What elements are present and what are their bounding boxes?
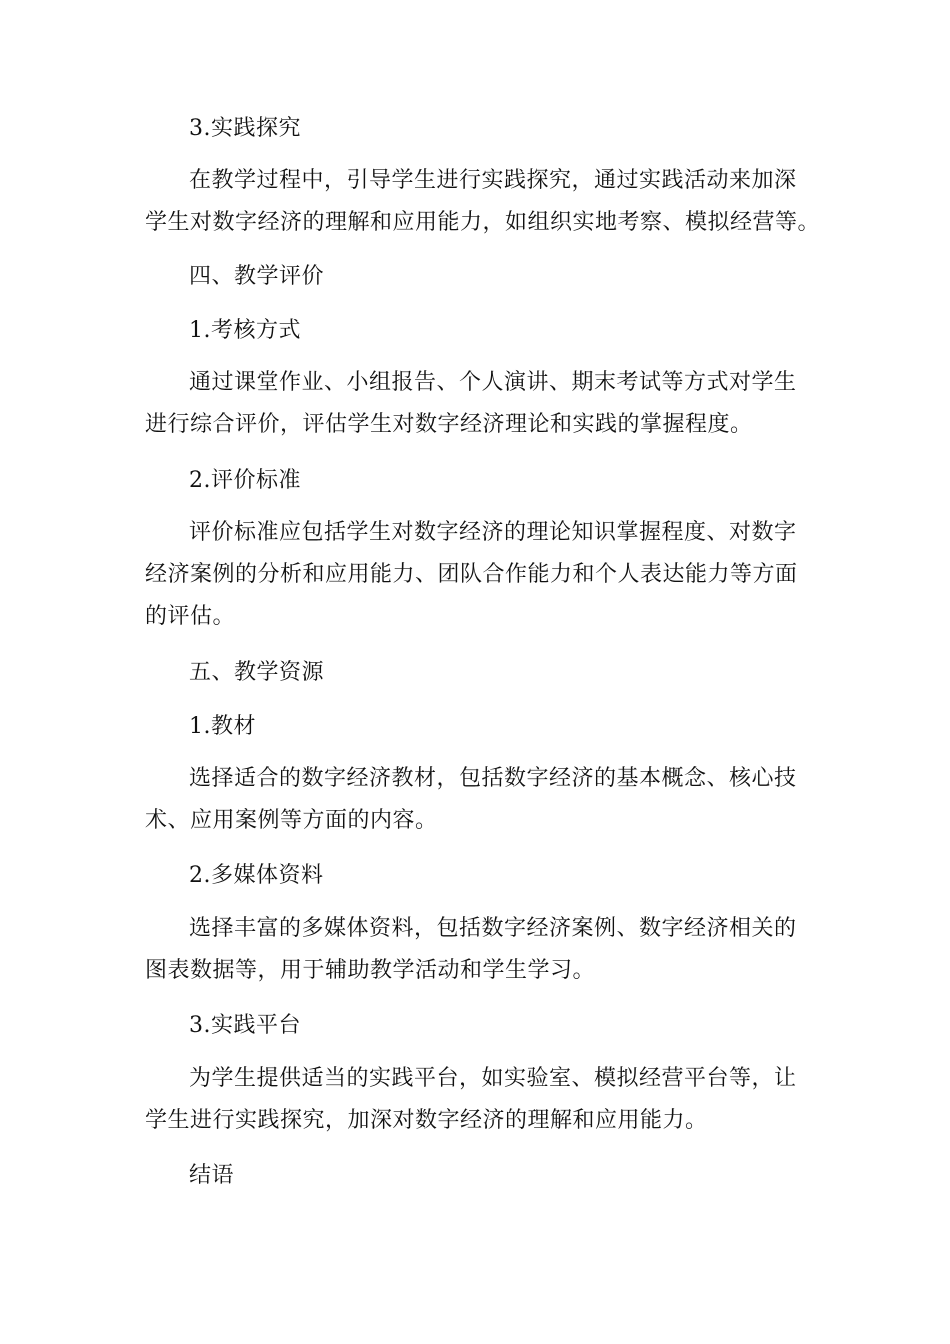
- paragraph: [145, 512, 810, 638]
- paragraph-line: 的评估。: [145, 604, 236, 629]
- paragraph-line: 术、应用案例等方面的内容。: [145, 808, 438, 833]
- paragraph-line: 为学生提供适当的实践平台，如实验室、模拟经营平台等，让: [189, 1066, 797, 1091]
- heading-line: 1.教材: [189, 714, 256, 739]
- section-heading: [145, 460, 810, 502]
- paragraph-line: 通过课堂作业、小组报告、个人演讲、期末考试等方式对学生: [189, 370, 797, 395]
- paragraph-line: 学生对数字经济的理解和应用能力，如组织实地考察、模拟经营等。: [145, 210, 821, 235]
- paragraph: [145, 160, 821, 244]
- paragraph: [145, 1058, 810, 1142]
- section-heading: [145, 1005, 810, 1047]
- paragraph-line: 选择适合的数字经济教材，包括数字经济的基本概念、核心技: [189, 766, 797, 791]
- heading-line: 结语: [189, 1163, 235, 1188]
- section-heading: [145, 310, 810, 352]
- heading-line: 2.多媒体资料: [189, 863, 324, 888]
- section-heading: [145, 256, 810, 298]
- section-heading: [145, 706, 810, 748]
- paragraph-line: 图表数据等，用于辅助教学活动和学生学习。: [145, 958, 596, 983]
- heading-line: 3.实践探究: [189, 116, 301, 141]
- section-heading: [145, 1155, 810, 1197]
- section-heading: [145, 855, 810, 897]
- paragraph-line: 学生进行实践探究，加深对数字经济的理解和应用能力。: [145, 1108, 708, 1133]
- paragraph: [145, 362, 810, 446]
- section-heading: [145, 652, 810, 694]
- paragraph-line: 在教学过程中，引导学生进行实践探究，通过实践活动来加深: [189, 168, 797, 193]
- heading-line: 3.实践平台: [189, 1013, 301, 1038]
- heading-line: 1.考核方式: [189, 318, 301, 343]
- paragraph-line: 评价标准应包括学生对数字经济的理论知识掌握程度、对数字: [189, 520, 797, 545]
- heading-line: 四、教学评价: [189, 264, 325, 289]
- paragraph-line: 经济案例的分析和应用能力、团队合作能力和个人表达能力等方面: [145, 562, 798, 587]
- heading-line: 2.评价标准: [189, 468, 301, 493]
- paragraph-line: 进行综合评价，评估学生对数字经济理论和实践的掌握程度。: [145, 412, 753, 437]
- paragraph: [145, 908, 810, 992]
- paragraph: [145, 758, 810, 842]
- paragraph-line: 选择丰富的多媒体资料，包括数字经济案例、数字经济相关的: [189, 916, 797, 941]
- heading-line: 五、教学资源: [189, 660, 325, 685]
- section-heading: [145, 108, 810, 150]
